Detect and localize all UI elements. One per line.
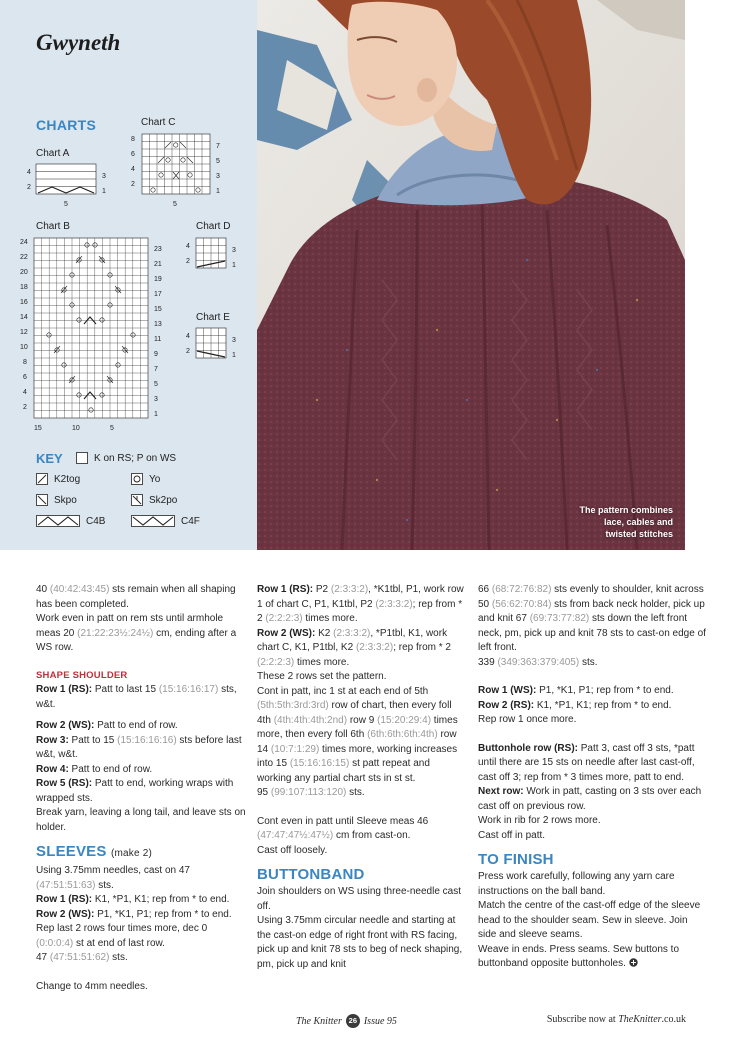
text-column-2 [257, 583, 467, 972]
chart-a-row-3: 3 [102, 173, 106, 180]
chart-c-label: Chart C [141, 117, 176, 128]
page-footer [0, 1014, 750, 1034]
col3-para-2: 339 (349:363:379:405) sts. [478, 656, 598, 668]
chart-d-row-4: 4 [186, 243, 190, 250]
chart-d-row-2: 2 [186, 258, 190, 265]
chart-b-stitch-5: 5 [110, 425, 114, 432]
chart-b-row-24: 24 [20, 239, 28, 246]
chart-d-row-3: 3 [232, 247, 236, 254]
chart-a-label: Chart A [36, 148, 70, 159]
chart-b-row-5: 5 [154, 381, 158, 388]
col2-row-1: Row 1 (RS): P2 (2:3:3:2), *K1tbl, P1, work row 1 of chart C, P1, K1tbl, P2 (2:3:3:2); rep from * 2 (2:2:2:3) times more. [257, 584, 464, 624]
chart-b-row-6: 6 [23, 374, 27, 381]
caption-line-3: twisted stitches [605, 529, 673, 539]
chart-a-stitch-5: 5 [64, 201, 68, 208]
chart-e-row-4: 4 [186, 333, 190, 340]
col2-para-5: Cast off loosely. [257, 844, 328, 856]
chart-e-row-1: 1 [232, 352, 236, 359]
chart-b-row-8: 8 [23, 359, 27, 366]
key-heading: KEY [36, 451, 63, 466]
chart-c-row-6: 6 [131, 151, 135, 158]
col3-finish-2: Match the centre of the cast-off edge of the sleeve head to the shoulder seam. Sew in sleeve. Join side and sleeve seams. [478, 900, 701, 940]
chart-c-row-5: 5 [216, 158, 220, 165]
c4b-cable-icon [36, 515, 80, 527]
chart-b-row-16: 16 [20, 299, 28, 306]
col3-row-1: Row 1 (WS): P1, *K1, P1; rep from * to end. [478, 685, 674, 696]
chart-b-row-1: 1 [154, 411, 158, 418]
col1-para-1: 40 (40:42:43:45) sts remain when all shaping has been completed. [36, 584, 236, 610]
chart-c-row-3: 3 [216, 173, 220, 180]
key-item-blank [76, 452, 176, 464]
site-tld: .co.uk [661, 1014, 686, 1025]
chart-b-row-7: 7 [154, 366, 158, 373]
chart-e [182, 324, 242, 364]
photo-caption [579, 504, 673, 540]
col2-buttonband-1: Join shoulders on WS using three-needle cast off. [257, 886, 462, 912]
chart-c-row-4: 4 [131, 166, 135, 173]
chart-a [22, 160, 112, 212]
chart-a-row-2: 2 [27, 184, 31, 191]
chart-b-stitch-15: 15 [34, 425, 42, 432]
key-text-c4f: C4F [181, 515, 200, 527]
chart-b-row-20: 20 [20, 269, 28, 276]
key-text-skpo: Skpo [54, 494, 77, 506]
chart-b-row-9: 9 [154, 351, 158, 358]
key-text-sk2po: Sk2po [149, 494, 178, 506]
chart-b-row-10: 10 [20, 344, 28, 351]
key-item-skpo [36, 494, 77, 506]
chart-b-row-12: 12 [20, 329, 28, 336]
col2-para-4: Cont even in patt until Sleeve meas 46 (47:47:47½:47½) cm from cast-on. [257, 815, 429, 841]
col3-para-3: Rep row 1 once more. [478, 714, 577, 725]
chart-b-row-23: 23 [154, 246, 162, 253]
c4f-cable-icon [131, 515, 175, 527]
col1-row-4: Row 4: Patt to end of row. [36, 763, 153, 775]
key-item-yo [131, 473, 160, 485]
charts-panel [0, 0, 257, 550]
text-column-3 [478, 583, 708, 972]
footer-subscribe[interactable] [547, 1014, 686, 1025]
chart-b-label: Chart B [36, 221, 70, 232]
subscribe-text: Subscribe now at [546, 1014, 619, 1025]
key-item-k2tog [36, 473, 80, 485]
col3-para-4: Work in rib for 2 rows more. [478, 815, 601, 826]
col3-para-5: Cast off in patt. [478, 829, 546, 841]
text-column-1 [36, 583, 246, 994]
chart-b-row-22: 22 [20, 254, 28, 261]
chart-e-label: Chart E [196, 312, 230, 323]
col2-para-1: These 2 rows set the pattern. [257, 671, 387, 682]
col2-para-2: Cont in patt, inc 1 st at each end of 5th (5th:5th:3rd:3rd) row of chart, then every foll 4th (4th:4th:4th:2nd) row 9 (15:20:29:4) times more, then every foll 6th (6th:6th:6th:4th) row 14 (10:7:1:29) times more, working increases into 15 (15:16:16:15) st patt repeat and working any partial chart sts in st st. [257, 685, 458, 784]
sk2po-symbol-icon [131, 494, 143, 506]
key-text-blank: K on RS; P on WS [94, 452, 177, 464]
chart-c-row-8: 8 [131, 136, 135, 143]
col3-next-row: Next row: Work in patt, casting on 3 sts over each cast off on previous row. [478, 786, 702, 812]
key-item-c4f [131, 515, 200, 527]
chart-c [128, 128, 228, 210]
to-finish-heading: TO FINISH [478, 851, 554, 868]
chart-c-row-7: 7 [216, 143, 220, 150]
charts-heading: CHARTS [36, 117, 97, 133]
photo-illustration [257, 0, 685, 550]
chart-b-row-18: 18 [20, 284, 28, 291]
chart-c-stitch-5: 5 [173, 201, 177, 208]
key-text-yo: Yo [149, 473, 161, 485]
sleeves-heading: SLEEVES (make 2) [36, 843, 153, 860]
col1-row-2: Row 2 (WS): Patt to end of row. [36, 720, 178, 731]
key-item-c4b [36, 515, 105, 527]
col1-sleeves-1: Using 3.75mm needles, cast on 47 (47:51:51:63) sts. [36, 865, 190, 891]
col1-para-3: Break yarn, leaving a long tail, and leave sts on holder. [36, 807, 246, 833]
chart-b-row-14: 14 [20, 314, 28, 321]
knit-symbol-icon [76, 452, 88, 464]
col3-row-2: Row 2 (RS): K1, *P1, K1; rep from * to end. [478, 699, 672, 711]
footer-magazine [296, 1014, 397, 1028]
chart-b-stitch-10: 10 [72, 425, 80, 432]
key-text-c4b: C4B [86, 515, 106, 527]
col1-row-3: Row 3: Patt to 15 (15:16:16:16) sts before last w&t, w&t. [36, 734, 242, 760]
chart-d-label: Chart D [196, 221, 231, 232]
chart-a-row-4: 4 [27, 169, 31, 176]
chart-c-row-1: 1 [216, 188, 220, 195]
issue-number: Issue 95 [363, 1015, 397, 1027]
col1-sleeves-row-2: Row 2 (WS): P1, *K1, P1; rep from * to end. [36, 908, 232, 920]
page-number-badge: 26 [346, 1014, 360, 1028]
col3-finish-1: Press work carefully, following any yarn care instructions on the ball band. [478, 871, 675, 897]
magazine-name: The Knitter [296, 1015, 342, 1027]
chart-b-row-15: 15 [154, 306, 162, 313]
chart-b-row-21: 21 [154, 261, 162, 268]
col1-sleeves-5: 47 (47:51:51:62) sts. [36, 952, 128, 963]
col1-sleeves-4: Rep last 2 rows four times more, dec 0 (0:0:0:4) st at end of last row. [36, 923, 208, 949]
chart-b-row-2: 2 [23, 404, 27, 411]
chart-b-row-11: 11 [154, 336, 162, 343]
col3-finish-3: Weave in ends. Press seams. Sew buttons to buttonband opposite buttonholes. [478, 943, 680, 969]
col2-buttonband-2: Using 3.75mm circular needle and starting at the cast-on edge of right front with RS facing, pick up and knit 78 sts to beg of neck shaping, pm, pick up and knit [257, 915, 463, 970]
caption-line-2: lace, cables and [603, 517, 673, 527]
col1-sleeves-6: Change to 4mm needles. [36, 980, 148, 992]
col1-sleeves-row-1: Row 1 (RS): K1, *P1, K1; rep from * to end. [36, 894, 230, 905]
chart-b-row-13: 13 [154, 321, 162, 328]
col1-row-1: Row 1 (RS): Patt to last 15 (15:16:16:17) sts, w&t. [36, 684, 237, 710]
chart-b-row-17: 17 [154, 291, 162, 298]
chart-e-row-3: 3 [232, 337, 236, 344]
shape-shoulder-heading: SHAPE SHOULDER [36, 669, 128, 681]
chart-b [18, 232, 168, 438]
col3-para-1: 66 (68:72:76:82) sts evenly to shoulder, knit across 50 (56:62:70:84) sts from back neck holder, pick up and knit 67 (69:73:77:82) sts down the left front neck, pm, pick up and knit 78 sts to cast-on edge of left front. [478, 584, 706, 653]
col1-para-2: Work even in patt on rem sts until armhole meas 20 (21:22:23½:24½) cm, ending after a WS row. [36, 613, 237, 653]
key-text-k2tog: K2tog [54, 473, 81, 485]
col3-buttonhole-row: Buttonhole row (RS): Patt 3, cast off 3 sts, *patt until there are 15 sts on needle after last cast-off, cast off 3; rep from * 3 times more, patt to end. [478, 742, 695, 783]
chart-b-row-4: 4 [23, 389, 27, 396]
chart-e-row-2: 2 [186, 348, 190, 355]
chart-b-row-3: 3 [154, 396, 158, 403]
model-photo [257, 0, 685, 550]
col2-row-2: Row 2 (WS): K2 (2:3:3:2), *P1tbl, K1, work chart C, K1, P1tbl, K2 (2:3:3:2); rep from * 2 (2:2:2:3) times more. [257, 627, 451, 668]
pattern-title: Gwyneth [36, 30, 121, 55]
skpo-symbol-icon [36, 494, 48, 506]
chart-d-row-1: 1 [232, 262, 236, 269]
buttonband-heading: BUTTONBAND [257, 866, 365, 883]
k2tog-symbol-icon [36, 473, 48, 485]
chart-b-row-19: 19 [154, 276, 162, 283]
chart-a-row-1: 1 [102, 188, 106, 195]
col2-para-3: 95 (99:107:113:120) sts. [257, 787, 365, 798]
yo-symbol-icon [131, 473, 143, 485]
end-mark-icon [629, 958, 638, 967]
caption-line-1: The pattern combines [579, 505, 673, 515]
site-name: TheKnitter [618, 1014, 662, 1025]
key-item-sk2po [131, 494, 177, 506]
chart-d [182, 234, 242, 274]
chart-c-row-2: 2 [131, 181, 135, 188]
col1-row-5: Row 5 (RS): Patt to end, working wraps with wrapped sts. [36, 778, 234, 804]
